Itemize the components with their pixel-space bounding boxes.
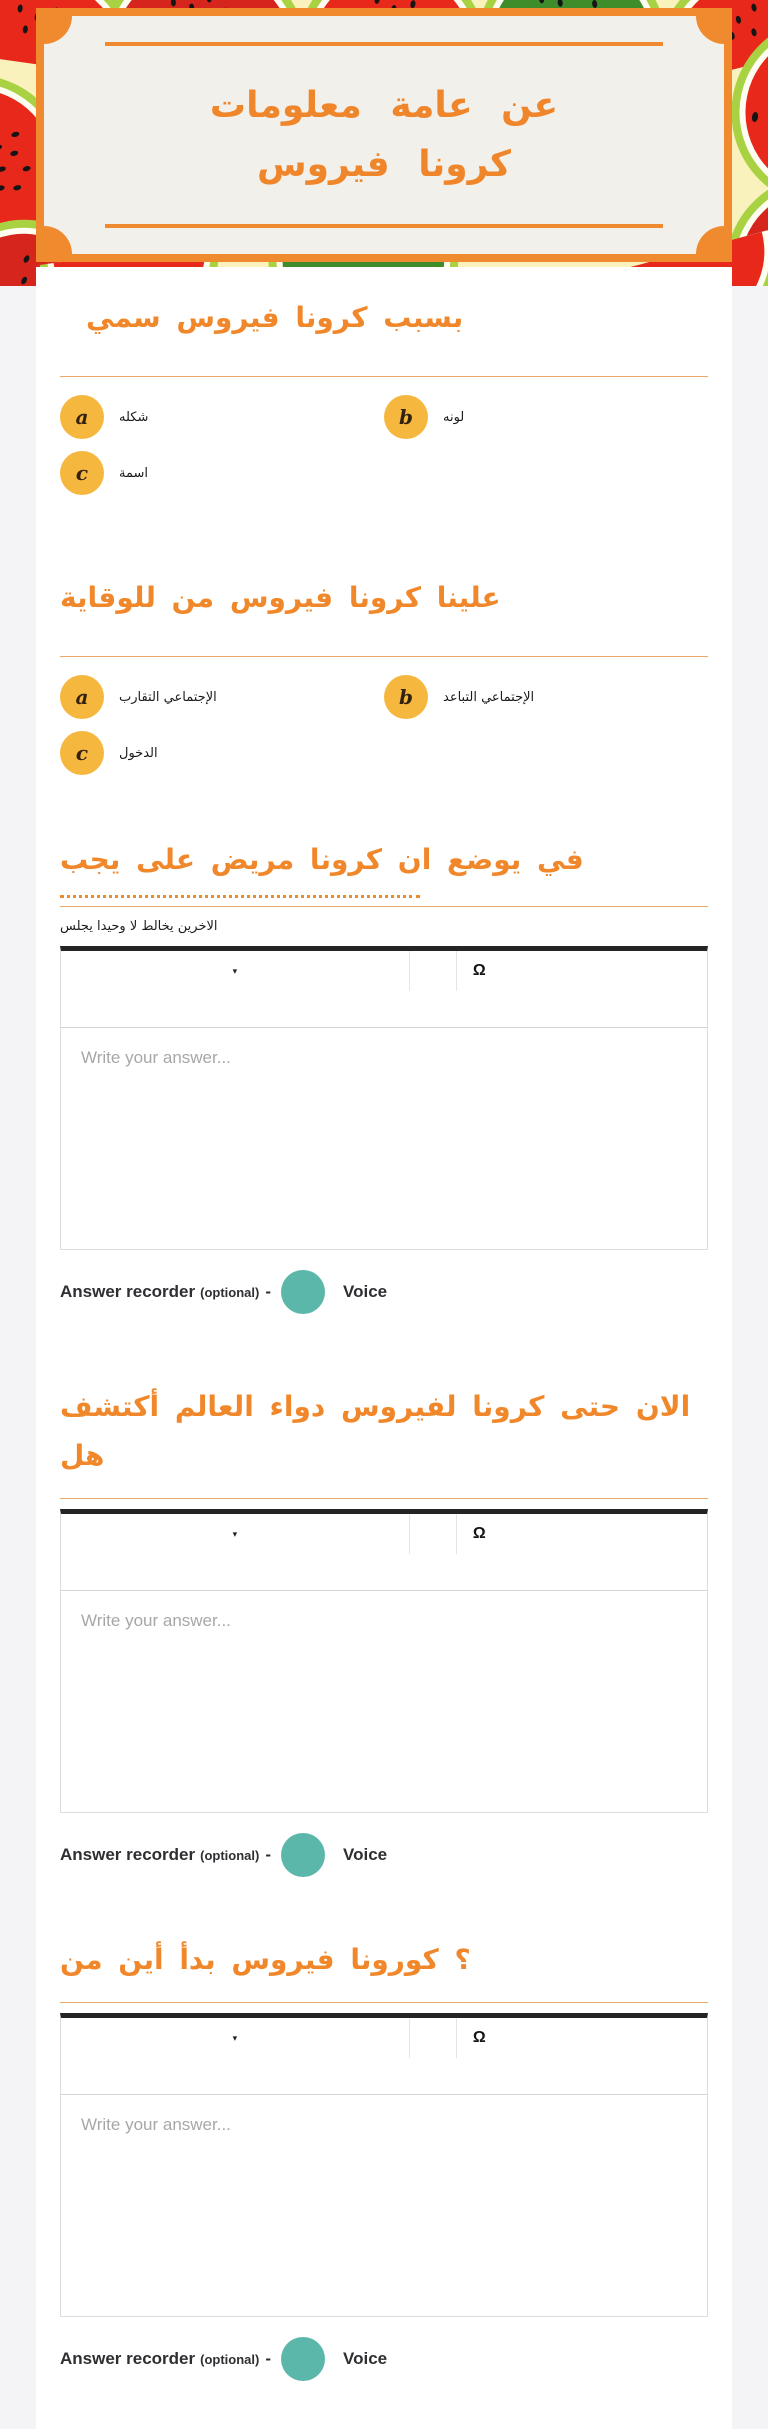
- editor-toolbar: [61, 951, 707, 991]
- question-divider: [60, 376, 708, 377]
- card-rule-bottom: [105, 224, 663, 228]
- toolbar-spacer-cell: [410, 1514, 457, 1554]
- question-title: الان حتى كرونا لفيروس دواء العالم أكتشف هل: [60, 1390, 691, 1472]
- answer-textarea[interactable]: [61, 1027, 707, 1249]
- option-letter-badge[interactable]: b: [384, 675, 428, 719]
- question-title: بسبب كرونا فيروس سمي: [86, 301, 464, 334]
- option-letter-badge[interactable]: b: [384, 395, 428, 439]
- card-rule-top: [105, 42, 663, 46]
- voice-label: Voice: [343, 2349, 388, 2368]
- record-voice-button[interactable]: [281, 1270, 325, 1314]
- voice-label: Voice: [343, 1845, 388, 1864]
- question-block-4: [60, 1382, 708, 1877]
- answer-recorder-row: [60, 1833, 708, 1877]
- question-block-5: [60, 1935, 708, 2381]
- option-a[interactable]: [60, 395, 384, 439]
- format-dropdown[interactable]: [61, 1514, 410, 1554]
- recorder-separator: -: [265, 1282, 272, 1301]
- option-label[interactable]: لونه: [443, 409, 465, 425]
- editor-toolbar: [61, 2018, 707, 2058]
- toolbar-spacer-cell: [410, 2018, 457, 2058]
- toolbar-padding: [61, 1554, 707, 1590]
- option-label[interactable]: الدخول: [119, 745, 158, 761]
- recorder-optional-label: (optional): [200, 2351, 260, 2367]
- editor-toolbar: [61, 1514, 707, 1554]
- recorder-label: Answer recorder: [60, 1845, 196, 1864]
- toolbar-padding: [61, 2058, 707, 2094]
- omega-icon: Ω: [472, 962, 486, 979]
- answer-recorder-row: [60, 2337, 708, 2381]
- answer-editor: [60, 946, 708, 1250]
- title-line-1: عن عامة معلومات: [209, 83, 559, 126]
- card-corner-ornament: [44, 226, 72, 254]
- worksheet-title-card: [36, 8, 732, 262]
- option-label[interactable]: الإجتماعي التقارب: [119, 689, 217, 705]
- record-voice-button[interactable]: [281, 1833, 325, 1877]
- recorder-optional-label: (optional): [200, 1284, 260, 1300]
- title-line-2: كرونا فيروس: [257, 143, 511, 185]
- record-voice-button[interactable]: [281, 2337, 325, 2381]
- card-corner-ornament: [696, 226, 724, 254]
- question-title: علينا كرونا فيروس من للوقاية: [60, 581, 501, 614]
- option-letter-badge[interactable]: a: [60, 395, 104, 439]
- voice-label: Voice: [343, 1282, 388, 1301]
- option-a[interactable]: [60, 675, 384, 719]
- question-block-3: [60, 835, 708, 1314]
- worksheet-body-panel: [36, 267, 732, 2429]
- chevron-down-icon: ▾: [232, 965, 238, 976]
- option-label[interactable]: شكله: [119, 409, 149, 425]
- options-grid: [60, 395, 708, 495]
- card-corner-ornament: [44, 16, 72, 44]
- toolbar-spacer-cell: [410, 951, 457, 991]
- question-hint: الاخرين يخالط لا وحيدا يجلس: [60, 919, 218, 934]
- worksheet-title: [64, 50, 704, 220]
- recorder-separator: -: [265, 1845, 272, 1864]
- format-dropdown[interactable]: [61, 2018, 410, 2058]
- omega-icon: Ω: [472, 1525, 486, 1542]
- recorder-label: Answer recorder: [60, 2349, 196, 2368]
- special-character-button[interactable]: [457, 951, 486, 991]
- answer-textarea[interactable]: [61, 2094, 707, 2316]
- fill-in-blank-line: [60, 888, 420, 898]
- options-grid: [60, 675, 708, 775]
- recorder-optional-label: (optional): [200, 1847, 260, 1863]
- question-divider: [60, 906, 708, 907]
- option-letter-badge[interactable]: a: [60, 675, 104, 719]
- watermelon-header-band: [0, 0, 768, 286]
- card-corner-ornament: [696, 16, 724, 44]
- option-letter-badge[interactable]: c: [60, 731, 104, 775]
- option-c[interactable]: [60, 451, 384, 495]
- option-label[interactable]: اسمة: [119, 465, 148, 481]
- option-b[interactable]: [384, 675, 708, 719]
- question-title: في يوضع ان كرونا مريض على يجب: [60, 843, 584, 876]
- option-letter-badge[interactable]: c: [60, 451, 104, 495]
- answer-textarea[interactable]: [61, 1590, 707, 1812]
- chevron-down-icon: ▾: [232, 1528, 238, 1539]
- answer-editor: [60, 2013, 708, 2317]
- question-divider: [60, 1498, 708, 1499]
- toolbar-padding: [61, 991, 707, 1027]
- recorder-separator: -: [265, 2349, 272, 2368]
- option-c[interactable]: [60, 731, 384, 775]
- question-divider: [60, 656, 708, 657]
- special-character-button[interactable]: [457, 2018, 486, 2058]
- question-title: ؟ كورونا فيروس بدأ أين من: [60, 1943, 471, 1976]
- recorder-label: Answer recorder: [60, 1282, 196, 1301]
- answer-editor: [60, 1509, 708, 1813]
- question-block-2: [60, 573, 708, 775]
- option-label[interactable]: الإجتماعي التباعد: [443, 689, 535, 705]
- format-dropdown[interactable]: [61, 951, 410, 991]
- special-character-button[interactable]: [457, 1514, 486, 1554]
- question-block-1: [60, 293, 708, 495]
- chevron-down-icon: ▾: [232, 2032, 238, 2043]
- question-divider: [60, 2002, 708, 2003]
- option-b[interactable]: [384, 395, 708, 439]
- omega-icon: Ω: [472, 2029, 486, 2046]
- answer-recorder-row: [60, 1270, 708, 1314]
